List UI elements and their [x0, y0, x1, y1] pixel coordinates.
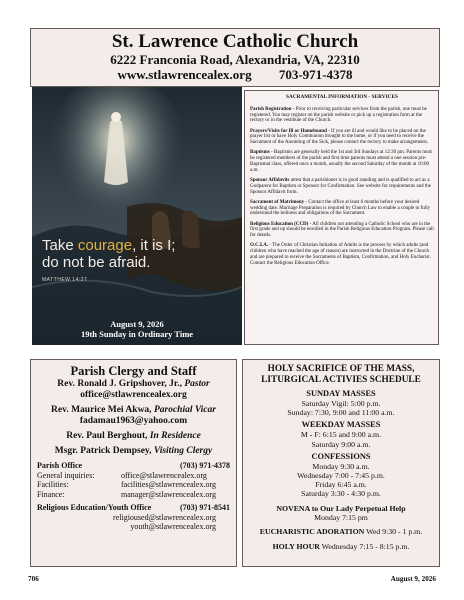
sacramental-item: O.C.I.A. - The Order of Christian Initiation of Adults is the process by which adults (and children who have reached the age of reason) are instructed in the Doctrine of the Church and are prepared to receive the Sacraments of Baptism, Confirmation, and Holy Eucharist. Contact the Religious Education Office. — [250, 243, 431, 266]
adoration-line: EUCHARISTIC ADORATION Wed 9:30 - 1 p.m. — [259, 527, 423, 537]
visiting-clergy: Msgr. Patrick Dempsey, Visiting Clergy — [54, 446, 213, 456]
clergy-heading: Parish Clergy and Staff — [70, 364, 197, 378]
confession-line: Wednesday 7:00 - 7:45 p.m. — [297, 471, 385, 481]
sacramental-item: Baptisms - Baptisms are generally held the 1st and 3rd Sundays at 12:30 pm. Parents must be registered members of the parish and first time parents must attend a one session pre-Baptismal class, offered once a month, usually the second Saturday of the month at 10:00 a.m. — [250, 150, 432, 173]
confessions-heading: CONFESSIONS — [311, 451, 371, 461]
gospel-illustration — [32, 87, 242, 345]
liturgical-date — [32, 319, 242, 339]
sunday-line: Saturday Vigil: 5:00 p.m. — [301, 399, 381, 408]
confession-line: Saturday 3:30 - 4:30 p.m. — [301, 489, 381, 499]
sunday-heading: SUNDAY MASSES — [306, 389, 376, 398]
pastor-email[interactable]: office@stlawrencealex.org — [80, 390, 187, 400]
vicar-email[interactable]: fadamau1963@yahoo.com — [79, 416, 188, 426]
novena-label: NOVENA to Our Lady Perpetual Help — [276, 503, 406, 513]
church-header — [30, 28, 440, 87]
church-website-link[interactable]: www.stlawrencealex.org — [117, 67, 252, 82]
contact-email[interactable]: manager@stlawrencealex.org — [121, 489, 216, 499]
page-number: 706 — [28, 575, 39, 583]
church-title: St. Lawrence Catholic Church — [111, 31, 359, 52]
contact-row: Finance: manager@stlawrencealex.org — [37, 489, 216, 499]
footer-date: August 9, 2026 — [390, 575, 436, 583]
quote-part: , it is I; — [132, 237, 176, 254]
mass-schedule-panel — [242, 359, 440, 567]
confession-line: Friday 6:45 a.m. — [315, 480, 367, 490]
sacramental-heading: SACRAMENTAL INFORMATION - SERVICES — [286, 94, 398, 100]
weekday-line: M - F: 6:15 and 9:00 a.m. — [300, 430, 382, 440]
church-contact-line — [31, 67, 439, 82]
contact-row: General inquiries: office@stlawrencealex.org — [37, 470, 207, 480]
church-address: 6222 Franconia Road, Alexandria, VA, 22310 — [110, 52, 360, 67]
holy-hour-line: HOLY HOUR Wednesday 7:15 - 8:15 p.m. — [272, 541, 410, 551]
jesus-walking-on-water-painting — [32, 87, 242, 345]
sacramental-item: Parish Registration - Prior to receiving particular services from the parish, one must be registered. You may register on the parish website or pick up a registration form at the rectory or in the vestibule of the Church. — [250, 106, 427, 124]
sacramental-item: Sponsor Affidavits attest that a parishioner is in good standing and is qualified to act as a Godparent for Baptism or Sponsor for Confirmation. See website for requirements and the Sponsor Affidavit form. — [250, 177, 431, 195]
scripture-reference: MATTHEW 14:27 — [42, 277, 88, 283]
date-line: August 9, 2026 — [110, 319, 164, 329]
youth-email[interactable]: youth@stlawrencealex.org — [130, 522, 216, 531]
confession-line: Monday 9:30 a.m. — [312, 461, 370, 471]
weekday-heading: WEEKDAY MASSES — [301, 420, 381, 430]
sacramental-info-panel — [244, 90, 439, 345]
sacramental-item: Prayers/Visits for Ill or Homebound - If you are ill and would like to be placed on the prayer list or have Holy Communion brought to the home, or if you need to receive the Sacrament of the Anointing of the Sick, please contact the rectory to make arrangements. — [250, 128, 429, 146]
quote-highlight: courage — [77, 237, 133, 254]
religious-ed-row: Religious Education/Youth Office (703) 971-8541 — [37, 503, 230, 512]
sunday-line: Sunday: 7:30, 9:00 and 11:00 a.m. — [287, 408, 395, 418]
sacramental-item: Religious Education (CCD) - All children not attending a Catholic School who are in the first grade and up should be enrolled in the Parish Religious Education Program. Please call for details. — [250, 221, 434, 239]
vicar-name: Rev. Maurice Mei Akwa, Parochial Vicar — [51, 405, 216, 415]
religious-ed-email[interactable]: religioused@stlawrencealex.org — [113, 512, 216, 522]
resident-priest: Rev. Paul Berghout, In Residence — [66, 431, 201, 441]
scripture-quote — [42, 237, 175, 271]
contact-email[interactable]: facilities@stlawrencealex.org — [121, 480, 216, 489]
contact-row: Facilities: facilities@stlawrencealex.org — [37, 480, 216, 489]
weekday-line: Saturday 9:00 a.m. — [311, 439, 371, 449]
contact-email[interactable]: office@stlawrencealex.org — [121, 470, 207, 480]
sacramental-item: Sacrament of Matrimony - Contact the office at least 6 months before your desired wedding date. Marriage Preparation is required by Church Law to enable a couple to fully understand the holiness and obligations of the Sacrament. — [250, 199, 431, 217]
church-phone: 703-971-4378 — [278, 67, 353, 82]
liturgical-day: 19th Sunday in Ordinary Time — [80, 329, 194, 339]
quote-part: Take — [42, 237, 78, 254]
parish-office-row: Parish Office (703) 971-4378 — [37, 461, 230, 470]
clergy-staff-panel — [30, 359, 237, 567]
novena-time: Monday 7:15 pm — [314, 513, 368, 523]
quote-line-2: do not be afraid. — [42, 254, 151, 271]
pastor-name: Rev. Ronald J. Gripshover, Jr., Pastor — [57, 379, 210, 389]
mass-heading: HOLY SACRIFICE OF THE MASS, LITURGICAL ACTIVIES SCHEDULE — [261, 364, 421, 385]
